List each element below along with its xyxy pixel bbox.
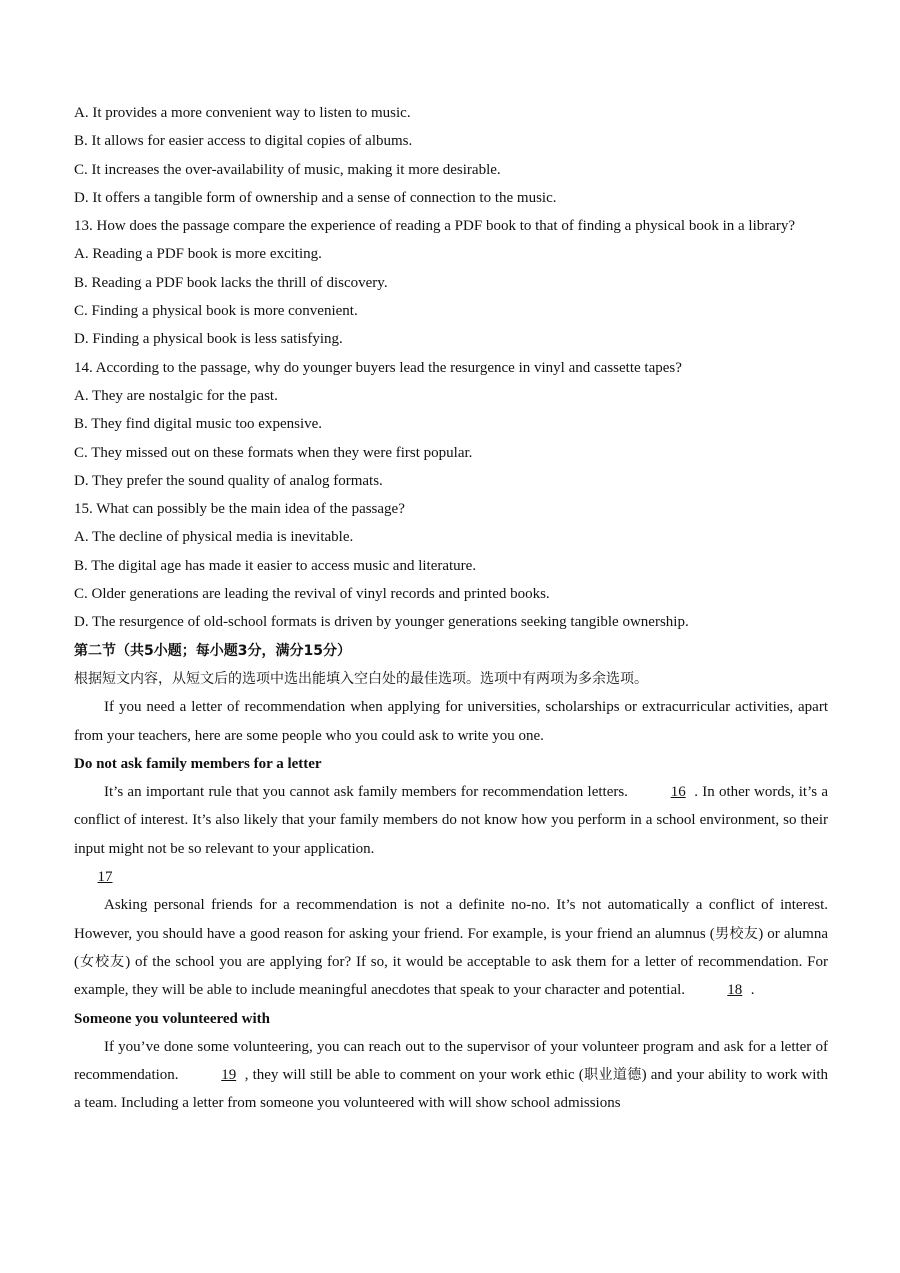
q12-option-d: D. It offers a tangible form of ownership and a sense of connection to the music. [74, 189, 557, 206]
q13-option-a: A. Reading a PDF book is more exciting. [74, 246, 322, 263]
q14-stem: 14. According to the passage, why do younger buyers lead the resurgence in vinyl and cassette tapes? [74, 359, 682, 376]
q13-option-d: D. Finding a physical book is less satisfying. [74, 331, 343, 348]
alumnus-chinese: 男校友 [714, 925, 759, 942]
paragraph-family-text-2: . In other words, it’s a conflict of interest. It’s also likely that your family members do not know how you perform in a school environment, so their input might not be so relevant to your application. [74, 784, 829, 857]
paragraph-friends-text-2: ) or alumna ( [74, 925, 829, 970]
q14-option-c: C. They missed out on these formats when they were first popular. [74, 444, 473, 461]
subheading-family: Do not ask family members for a letter [74, 755, 322, 772]
q13-option-b: B. Reading a PDF book lacks the thrill of discovery. [74, 274, 388, 291]
paragraph-family [74, 778, 828, 863]
q15-option-d: D. The resurgence of old-school formats is driven by younger generations seeking tangible ownership. [74, 614, 689, 631]
q14-option-b: B. They find digital music too expensive. [74, 416, 323, 433]
q15-option-c: C. Older generations are leading the revival of vinyl records and printed books. [74, 586, 550, 603]
exam-page [74, 99, 828, 1118]
alumna-chinese: 女校友 [79, 953, 126, 970]
q12-option-a: A. It provides a more convenient way to listen to music. [74, 105, 411, 121]
blank-17-line [74, 863, 828, 891]
blank-16[interactable]: 16 [670, 784, 686, 801]
paragraph-friends-end: . [750, 982, 755, 999]
q15-option-a: A. The decline of physical media is inevitable. [74, 529, 354, 546]
paragraph-family-text-1: It’s an important rule that you cannot ask family members for recommendation letters. [104, 784, 628, 801]
q13-stem: 13. How does the passage compare the experience of reading a PDF book to that of finding a physical book in a library? [74, 218, 796, 235]
q12-option-b: B. It allows for easier access to digital copies of albums. [74, 133, 413, 150]
q15-option-b: B. The digital age has made it easier to access music and literature. [74, 557, 477, 574]
blank-19[interactable]: 19 [221, 1067, 237, 1084]
paragraph-friends-text-1: Asking personal friends for a recommendation is not a definite no-no. It’s not automatically a conflict of interest. However, you should have a good reason for asking your friend. For example, is your friend an alumnus ( [74, 897, 828, 942]
blank-18[interactable]: 18 [727, 982, 743, 999]
blank-17[interactable]: 17 [97, 869, 113, 886]
q13-option-c: C. Finding a physical book is more convenient. [74, 303, 358, 320]
paragraph-volunteer-text-2: , they will still be able to comment on your work ethic ( [244, 1067, 584, 1084]
q14-option-a: A. They are nostalgic for the past. [74, 387, 278, 404]
q12-option-c: C. It increases the over-availability of music, making it more desirable. [74, 161, 501, 178]
q14-option-d: D. They prefer the sound quality of analog formats. [74, 472, 383, 489]
paragraph-volunteer [74, 1033, 828, 1118]
paragraph-friends [74, 891, 828, 1004]
paragraph-volunteer-text-3: ) and your ability to work with a team. Including a letter from someone you volunteered with will show school admissions [74, 1067, 829, 1112]
work-ethic-chinese: 职业道德 [583, 1067, 642, 1084]
paragraph-friends-text-3: ) of the school you are applying for? If so, it would be acceptable to ask them for a letter of recommendation. For example, they will be able to include meaningful anecdotes that speak to your character and potential. [74, 953, 828, 999]
paragraph-volunteer-text-1: If you’ve done some volunteering, you can reach out to the supervisor of your volunteer program and ask for a letter of recommendation. [74, 1038, 828, 1084]
passage-intro: If you need a letter of recommendation when applying for universities, scholarships or extracurricular activities, apart from your teachers, here are some people who you could ask to write you one. [74, 699, 828, 744]
section-instruction: 根据短文内容，从短文后的选项中选出能填入空白处的最佳选项。选项中有两项为多余选项。 [74, 670, 648, 687]
section-heading: 第二节（共5小题；每小题3分，满分15分） [74, 642, 351, 659]
subheading-volunteer: Someone you volunteered with [74, 1010, 270, 1027]
q15-stem: 15. What can possibly be the main idea of the passage? [74, 501, 405, 518]
